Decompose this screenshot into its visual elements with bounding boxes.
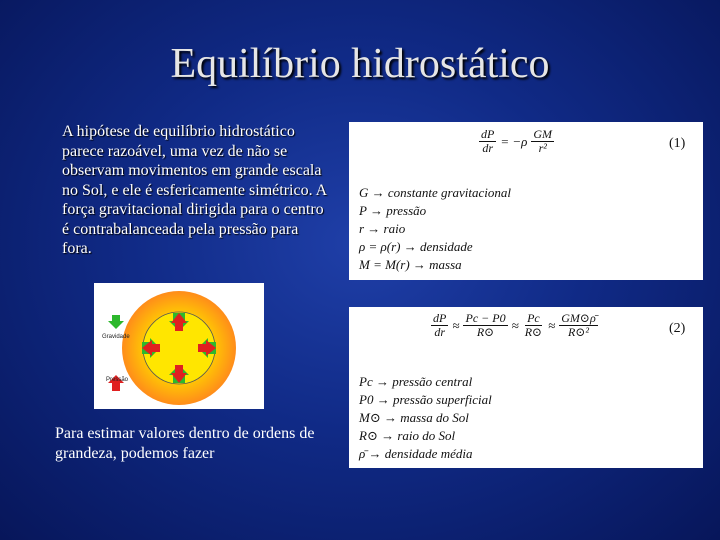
definition-item: P0 → pressão superficial <box>359 392 492 407</box>
legend-gravity-arrow <box>108 315 124 329</box>
legend-gravity-label: Gravidade <box>102 334 130 340</box>
definition-item: M = M(r) → massa <box>359 257 462 272</box>
definition-item: ρ̄ → densidade média <box>359 446 473 461</box>
definition-item: M⊙ → massa do Sol <box>359 410 469 425</box>
definitions-list-1 <box>359 184 511 274</box>
equation-panel-1 <box>349 122 703 280</box>
intro-paragraph: A hipótese de equilíbrio hidrostático parece razoável, uma vez de não se observam movimentos em grande escala no Sol, e ele é esfericamente simétrico. A força gravitacional dirigida para o centro é contrabalanceada pela pressão para fora. <box>62 123 327 257</box>
estimate-equation: $\frac{dP}{dr}$ ≈ $\frac{Pc - P0}{R⊙}$ ≈ $\frac{Pc}{R⊙}$ ≈ $\frac{GM⊙\rhō}{\text{R⊙²}}$ <box>433 311 596 339</box>
definition-item: ρ = ρ(r) → densidade <box>359 239 473 254</box>
definition-item: P → pressão <box>359 203 427 218</box>
definitions-list-2 <box>359 373 492 463</box>
definition-item: R⊙ → raio do Sol <box>359 428 456 443</box>
definition-item: Pc → pressão central <box>359 374 473 389</box>
legend-pressure-label: Pressão <box>106 377 129 383</box>
definition-item: r → raio <box>359 221 406 236</box>
equation-number-2: (2) <box>669 321 686 336</box>
definition-item: G → constante gravitacional <box>359 185 512 200</box>
sun-diagram <box>94 283 264 409</box>
sun-equilibrium-figure <box>94 283 264 409</box>
equation-number-1: (1) <box>669 136 686 151</box>
hydrostatic-equation: $\frac{dP}{dr}$ = −ρ $\frac{GM}{\text{r²}}$ <box>481 127 553 155</box>
slide-title: Equilíbrio hidrostático <box>170 41 550 87</box>
estimate-paragraph: Para estimar valores dentro de ordens de grandeza, podemos fazer <box>55 425 315 462</box>
equation-panel-2 <box>349 307 703 468</box>
